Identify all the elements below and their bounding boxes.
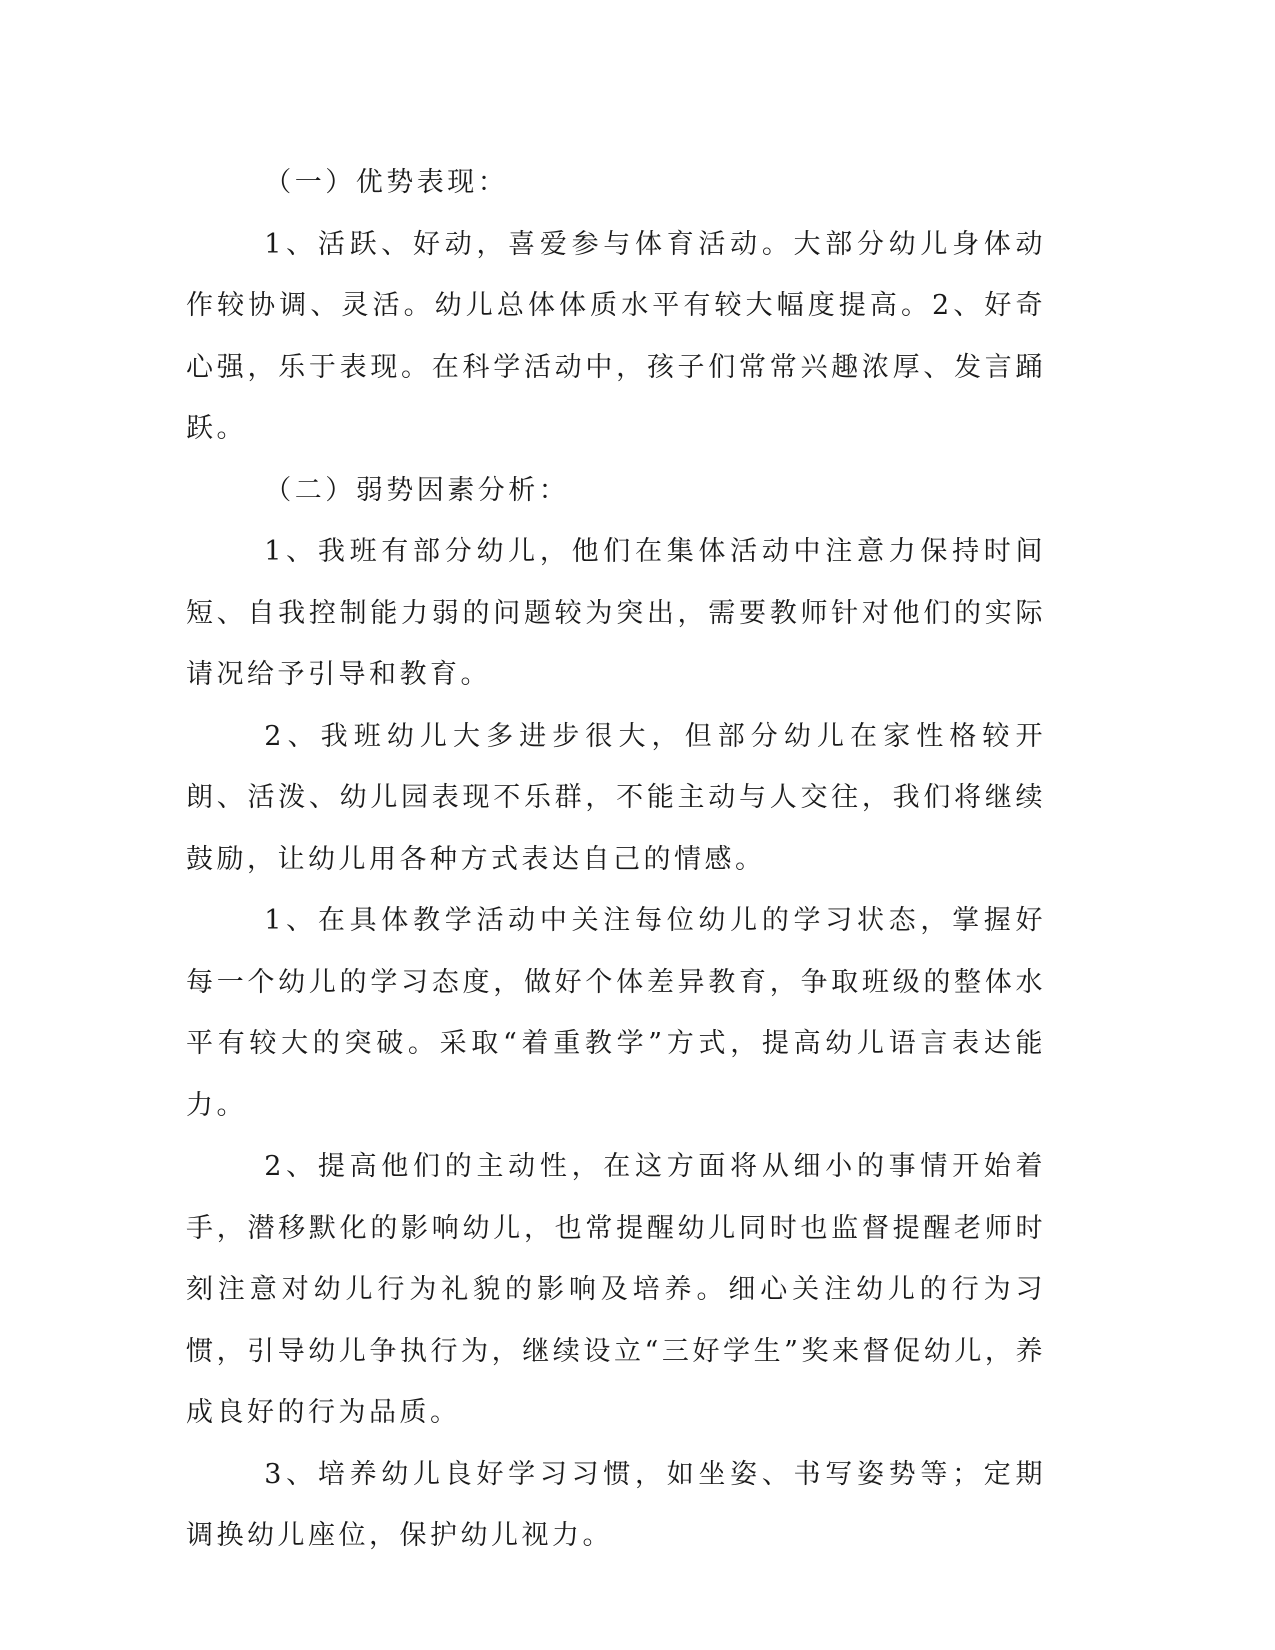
section-heading-weaknesses: （二）弱势因素分析： — [264, 474, 570, 506]
paragraph-weakness-2: 2、我班幼儿大多进步很大，但部分幼儿在家性格较开朗、活泼、幼儿园表现不乐群，不能主动与人交往，我们将继续鼓励，让幼儿用各种方式表达自己的情感。 — [186, 720, 1046, 875]
paragraph-measure-3: 3、培养幼儿良好学习习惯，如坐姿、书写姿势等；定期调换幼儿座位，保护幼儿视力。 — [186, 1458, 1046, 1551]
paragraph-measure-1: 1、在具体教学活动中关注每位幼儿的学习状态，掌握好每一个幼儿的学习态度，做好个体差异教育，争取班级的整体水平有较大的突破。采取“着重教学”方式，提高幼儿语言表达能力。 — [186, 905, 1046, 1121]
paragraph-measure-2: 2、提高他们的主动性，在这方面将从细小的事情开始着手，潜移默化的影响幼儿，也常提醒幼儿同时也监督提醒老师时刻注意对幼儿行为礼貌的影响及培养。细心关注幼儿的行为习惯，引导幼儿争执行为，继续设立“三好学生”奖来督促幼儿，养成良好的行为品质。 — [186, 1151, 1046, 1428]
document-body — [186, 152, 1046, 1567]
section-heading-advantages: （一）优势表现： — [264, 167, 509, 198]
paragraph-weakness-1: 1、我班有部分幼儿，他们在集体活动中注意力保持时间短、自我控制能力弱的问题较为突出，需要教师针对他们的实际请况给予引导和教育。 — [186, 536, 1046, 690]
paragraph-advantages-detail: 1、活跃、好动，喜爱参与体育活动。大部分幼儿身体动作较协调、灵活。幼儿总体体质水平有较大幅度提高。2、好奇心强，乐于表现。在科学活动中，孩子们常常兴趣浓厚、发言踊跃。 — [186, 228, 1046, 444]
